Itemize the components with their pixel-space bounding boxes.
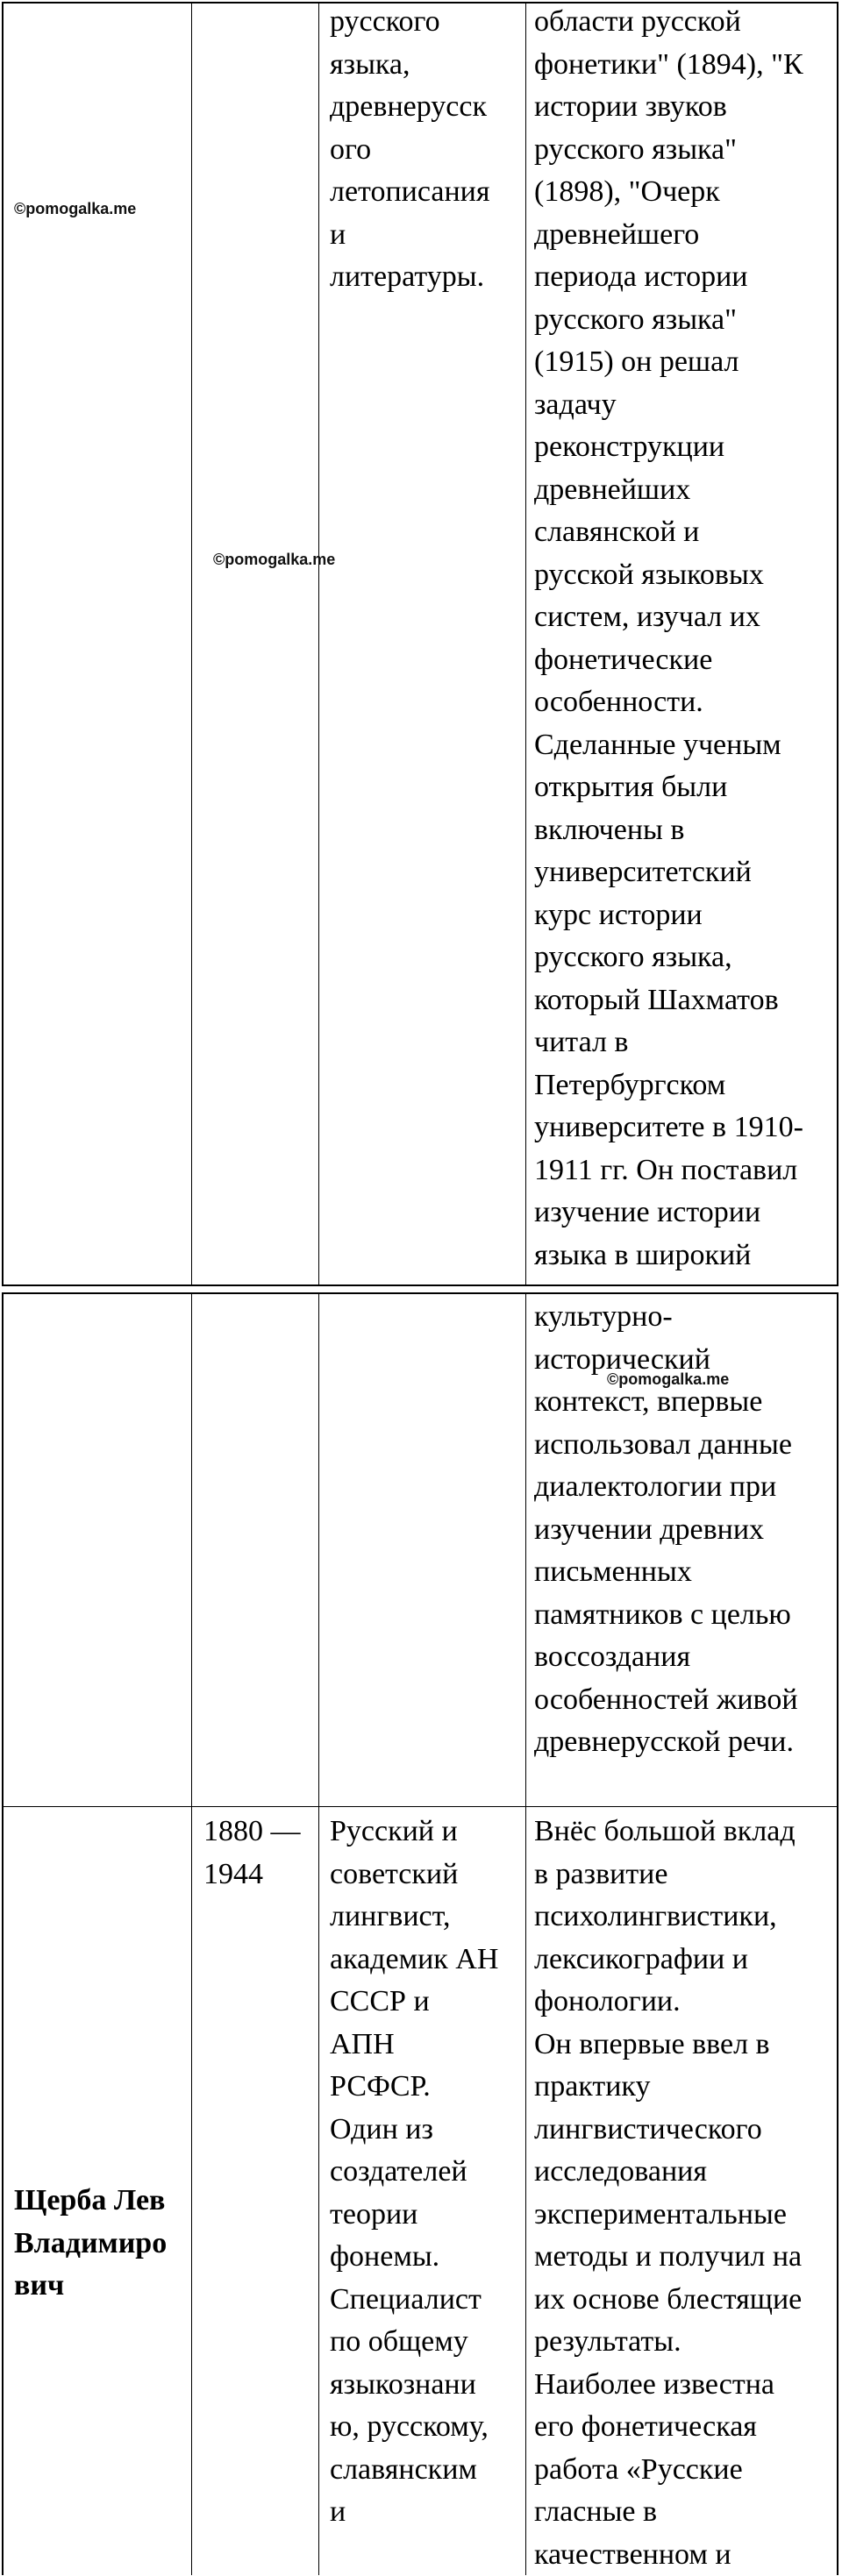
column-divider (525, 1294, 526, 2575)
table-fragment-1 (2, 2, 838, 1286)
column-divider (191, 4, 192, 1284)
scientist-years: 1880 — 1944 (203, 1815, 301, 1890)
table1-cell-contribution: области русской фонетики" (1894), "К истории звуков русского языка" (1898), "Очерк древнейшего периода истории русского языка" (1915) он решал задачу реконструкции древнейших славянской и русской языковых систем, изучал их фонетические особенности. Сделанные ученым открытия были включены в университетский курс истории русского языка, который Шахматов читал в Петербургском университете в 1910- 1911 гг. Он поставил изучение истории языка в широкий (534, 5, 803, 1271)
scientist-description: Русский и советский лингвист, академик АН СССР и АПН РСФСР. Один из создателей теории фонемы. Специалист по общему языкознани ю, русскому, славянским и (330, 1815, 499, 2528)
table1-cell-description: русского языка, древнерусск ого летописания и литературы. (330, 5, 490, 293)
row-divider (4, 1806, 837, 1807)
column-divider (525, 4, 526, 1284)
table-fragment-2 (2, 1292, 838, 2575)
watermark-text: ©pomogalka.me (213, 551, 336, 568)
column-divider (191, 1294, 192, 2575)
column-divider (318, 4, 319, 1284)
scientist-contribution: Внёс большой вклад в развитие психолингвистики, лексикографии и фонологии. Он впервые ввел в практику лингвистического исследования экспериментальные методы и получил на их основе блестящие результаты. Наиболее известна его фонетическая работа «Русские гласные в качественном и (534, 1815, 803, 2571)
watermark-text: ©pomogalka.me (14, 200, 137, 217)
column-divider (318, 1294, 319, 2575)
table2-row1-contribution: культурно- исторический контекст, впервые использовал данные диалектологии при изучении древних письменных памятников с целью воссоздания особенностей живой древнерусской речи. (534, 1300, 798, 1758)
scientist-name: Щерба Лев Владимиро вич (14, 2184, 168, 2302)
watermark-text: ©pomogalka.me (607, 1370, 730, 1388)
